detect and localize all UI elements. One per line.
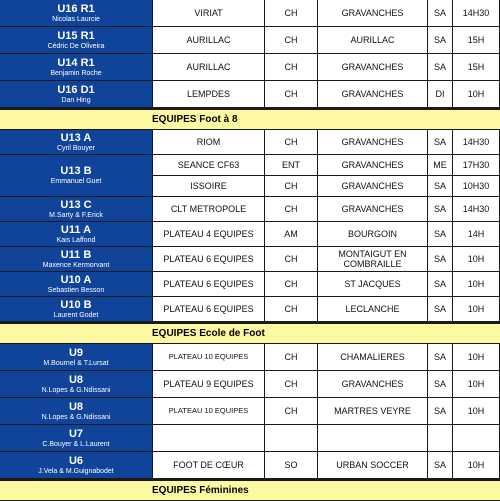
time-cell xyxy=(453,425,500,451)
venue-cell: AURILLAC xyxy=(318,27,428,53)
table-row xyxy=(0,371,500,398)
opponent-cell: PLATEAU 6 EQUIPES xyxy=(153,297,265,321)
team-code: U9 xyxy=(68,346,84,359)
team-cell xyxy=(0,297,153,321)
location-type-cell: CH xyxy=(265,0,318,26)
table-row xyxy=(0,247,500,272)
team-cell xyxy=(0,27,153,53)
day-cell xyxy=(428,425,453,451)
opponent-cell: CLT METROPOLE xyxy=(153,197,265,221)
team-cell xyxy=(0,272,153,296)
section-title: EQUIPES Féminines xyxy=(152,485,249,496)
table-row xyxy=(0,297,500,322)
venue-cell: LECLANCHE xyxy=(318,297,428,321)
table-row xyxy=(0,222,500,247)
team-coach: Emmanuel Guet xyxy=(50,178,102,185)
time-cell: 10H30 xyxy=(453,176,500,196)
opponent-cell: VIRIAT xyxy=(153,0,265,26)
time-cell: 10H xyxy=(453,81,500,107)
venue-cell: URBAN SOCCER xyxy=(318,452,428,478)
time-cell: 10H xyxy=(453,272,500,296)
team-code: U13 C xyxy=(60,198,92,211)
venue-cell: GRAVANCHES xyxy=(318,54,428,80)
table-row xyxy=(0,130,500,155)
table-row xyxy=(0,54,500,81)
venue-cell: GRAVANCHES xyxy=(318,81,428,107)
time-cell: 15H xyxy=(453,27,500,53)
time-cell: 10H xyxy=(453,247,500,271)
location-type-cell: CH xyxy=(265,297,318,321)
section-title: EQUIPES Ecole de Foot xyxy=(152,328,265,339)
venue-cell: ST JACQUES xyxy=(318,272,428,296)
team-code: U11 A xyxy=(60,223,92,236)
venue-cell: GRAVANCHES xyxy=(318,176,428,196)
day-cell: SA xyxy=(428,0,453,26)
location-type-cell: CH xyxy=(265,130,318,154)
time-cell: 14H30 xyxy=(453,197,500,221)
team-code: U16 R1 xyxy=(57,2,95,15)
sub-rows xyxy=(153,155,500,196)
team-coach: C.Bouyer & L.Laurent xyxy=(42,440,110,448)
table-row xyxy=(0,452,500,479)
team-code: U13 A xyxy=(60,131,92,144)
team-cell xyxy=(0,222,153,246)
venue-cell: MONTAIGUT EN COMBRAILLE xyxy=(318,247,428,271)
opponent-cell: FOOT DE CŒUR xyxy=(153,452,265,478)
time-cell: 10H xyxy=(453,344,500,370)
time-cell: 14H30 xyxy=(453,130,500,154)
table-row xyxy=(0,27,500,54)
opponent-cell xyxy=(153,425,265,451)
opponent-cell: PLATEAU 10 EQUIPES xyxy=(153,344,265,370)
day-cell: SA xyxy=(428,452,453,478)
day-cell: SA xyxy=(428,176,453,196)
time-cell: 14H30 xyxy=(453,0,500,26)
location-type-cell: CH xyxy=(265,272,318,296)
day-cell: SA xyxy=(428,371,453,397)
team-cell xyxy=(0,371,153,397)
opponent-cell: RIOM xyxy=(153,130,265,154)
time-cell: 10H xyxy=(453,371,500,397)
table-row xyxy=(0,197,500,222)
table-row xyxy=(0,398,500,425)
venue-cell: BOURGOIN xyxy=(318,222,428,246)
time-cell: 15H xyxy=(453,54,500,80)
day-cell: SA xyxy=(428,27,453,53)
table-row xyxy=(0,155,500,197)
table-row xyxy=(0,0,500,27)
team-coach: Benjamin Roche xyxy=(50,69,102,77)
team-coach: N.Lopes & G.Ndissani xyxy=(41,386,111,394)
venue-cell: GRAVANCHES xyxy=(318,0,428,26)
location-type-cell: CH xyxy=(265,81,318,107)
opponent-cell: PLATEAU 10 EQUIPES xyxy=(153,398,265,424)
venue-cell: MARTRES VEYRE xyxy=(318,398,428,424)
team-coach: J.Vela & M.Guignabodet xyxy=(38,467,114,475)
team-coach: N.Lopes & G.Ndissani xyxy=(41,413,111,421)
section-header xyxy=(0,479,500,501)
day-cell: SA xyxy=(428,344,453,370)
location-type-cell: CH xyxy=(265,197,318,221)
location-type-cell: SO xyxy=(265,452,318,478)
team-cell xyxy=(0,398,153,424)
team-code: U10 A xyxy=(60,273,92,286)
opponent-cell: SEANCE CF63 xyxy=(153,155,265,175)
team-coach: Nicolas Laurcie xyxy=(52,15,100,23)
section-title: EQUIPES Foot à 8 xyxy=(152,114,238,125)
venue-cell: GRAVANCHES xyxy=(318,155,428,175)
day-cell: SA xyxy=(428,54,453,80)
opponent-cell: PLATEAU 6 EQUIPES xyxy=(153,272,265,296)
opponent-cell: PLATEAU 9 EQUIPES xyxy=(153,371,265,397)
venue-cell xyxy=(318,425,428,451)
team-code: U16 D1 xyxy=(57,83,95,96)
time-cell: 10H xyxy=(453,398,500,424)
opponent-cell: AURILLAC xyxy=(153,27,265,53)
day-cell: ME xyxy=(428,155,453,175)
team-cell xyxy=(0,425,153,451)
team-cell xyxy=(0,0,153,26)
location-type-cell: CH xyxy=(265,54,318,80)
opponent-cell: AURILLAC xyxy=(153,54,265,80)
location-type-cell xyxy=(265,425,318,451)
team-coach: Cyril Bouyer xyxy=(56,144,96,152)
team-code: U10 B xyxy=(60,298,92,311)
location-type-cell: CH xyxy=(265,176,318,196)
team-code: U8 xyxy=(68,400,84,413)
day-cell: SA xyxy=(428,247,453,271)
venue-cell: GRAVANCHES xyxy=(318,371,428,397)
team-cell xyxy=(0,81,153,107)
team-coach: M.Sarty & F.Erick xyxy=(49,211,103,219)
time-cell: 14H xyxy=(453,222,500,246)
team-coach: Cédric De Oliveira xyxy=(47,42,105,50)
location-type-cell: CH xyxy=(265,398,318,424)
location-type-cell: CH xyxy=(265,27,318,53)
day-cell: SA xyxy=(428,297,453,321)
team-code: U14 R1 xyxy=(57,56,95,69)
location-type-cell: ENT xyxy=(265,155,318,175)
team-code: U15 R1 xyxy=(57,29,95,42)
day-cell: SA xyxy=(428,130,453,154)
location-type-cell: AM xyxy=(265,222,318,246)
table-subrow xyxy=(153,155,500,176)
location-type-cell: CH xyxy=(265,344,318,370)
location-type-cell: CH xyxy=(265,371,318,397)
team-cell xyxy=(0,247,153,271)
time-cell: 17H30 xyxy=(453,155,500,175)
team-code: U6 xyxy=(68,454,84,467)
team-code: U8 xyxy=(68,373,84,386)
team-coach: Kais Laffond xyxy=(56,236,96,244)
time-cell: 10H xyxy=(453,452,500,478)
team-code: U11 B xyxy=(60,248,92,261)
opponent-cell: ISSOIRE xyxy=(153,176,265,196)
location-type-cell: CH xyxy=(265,247,318,271)
table-subrow xyxy=(153,176,500,196)
opponent-cell: LEMPDES xyxy=(153,81,265,107)
day-cell: DI xyxy=(428,81,453,107)
table-row xyxy=(0,272,500,297)
venue-cell: GRAVANCHES xyxy=(318,197,428,221)
section-header xyxy=(0,108,500,130)
team-cell xyxy=(0,130,153,154)
team-coach: Maxence Kermorvant xyxy=(42,261,110,269)
venue-cell: GRAVANCHES xyxy=(318,130,428,154)
day-cell: SA xyxy=(428,398,453,424)
table-row xyxy=(0,81,500,108)
team-coach: Sebastien Besson xyxy=(47,286,105,294)
team-cell xyxy=(0,54,153,80)
day-cell: SA xyxy=(428,272,453,296)
team-cell xyxy=(0,344,153,370)
opponent-cell: PLATEAU 6 EQUIPES xyxy=(153,247,265,271)
team-cell xyxy=(0,452,153,478)
venue-cell: CHAMALIERES xyxy=(318,344,428,370)
day-cell: SA xyxy=(428,222,453,246)
team-cell xyxy=(0,155,153,196)
opponent-cell: PLATEAU 4 EQUIPES xyxy=(153,222,265,246)
table-row xyxy=(0,425,500,452)
team-coach: Dan Hing xyxy=(61,96,91,104)
table-row xyxy=(0,344,500,371)
team-code: U13 B xyxy=(60,165,92,177)
team-code: U7 xyxy=(68,427,84,440)
day-cell: SA xyxy=(428,197,453,221)
section-header xyxy=(0,322,500,344)
team-coach: M.Bournel & T.Lursat xyxy=(43,359,109,367)
time-cell: 10H xyxy=(453,297,500,321)
team-cell xyxy=(0,197,153,221)
team-coach: Laurent Godet xyxy=(53,311,99,319)
